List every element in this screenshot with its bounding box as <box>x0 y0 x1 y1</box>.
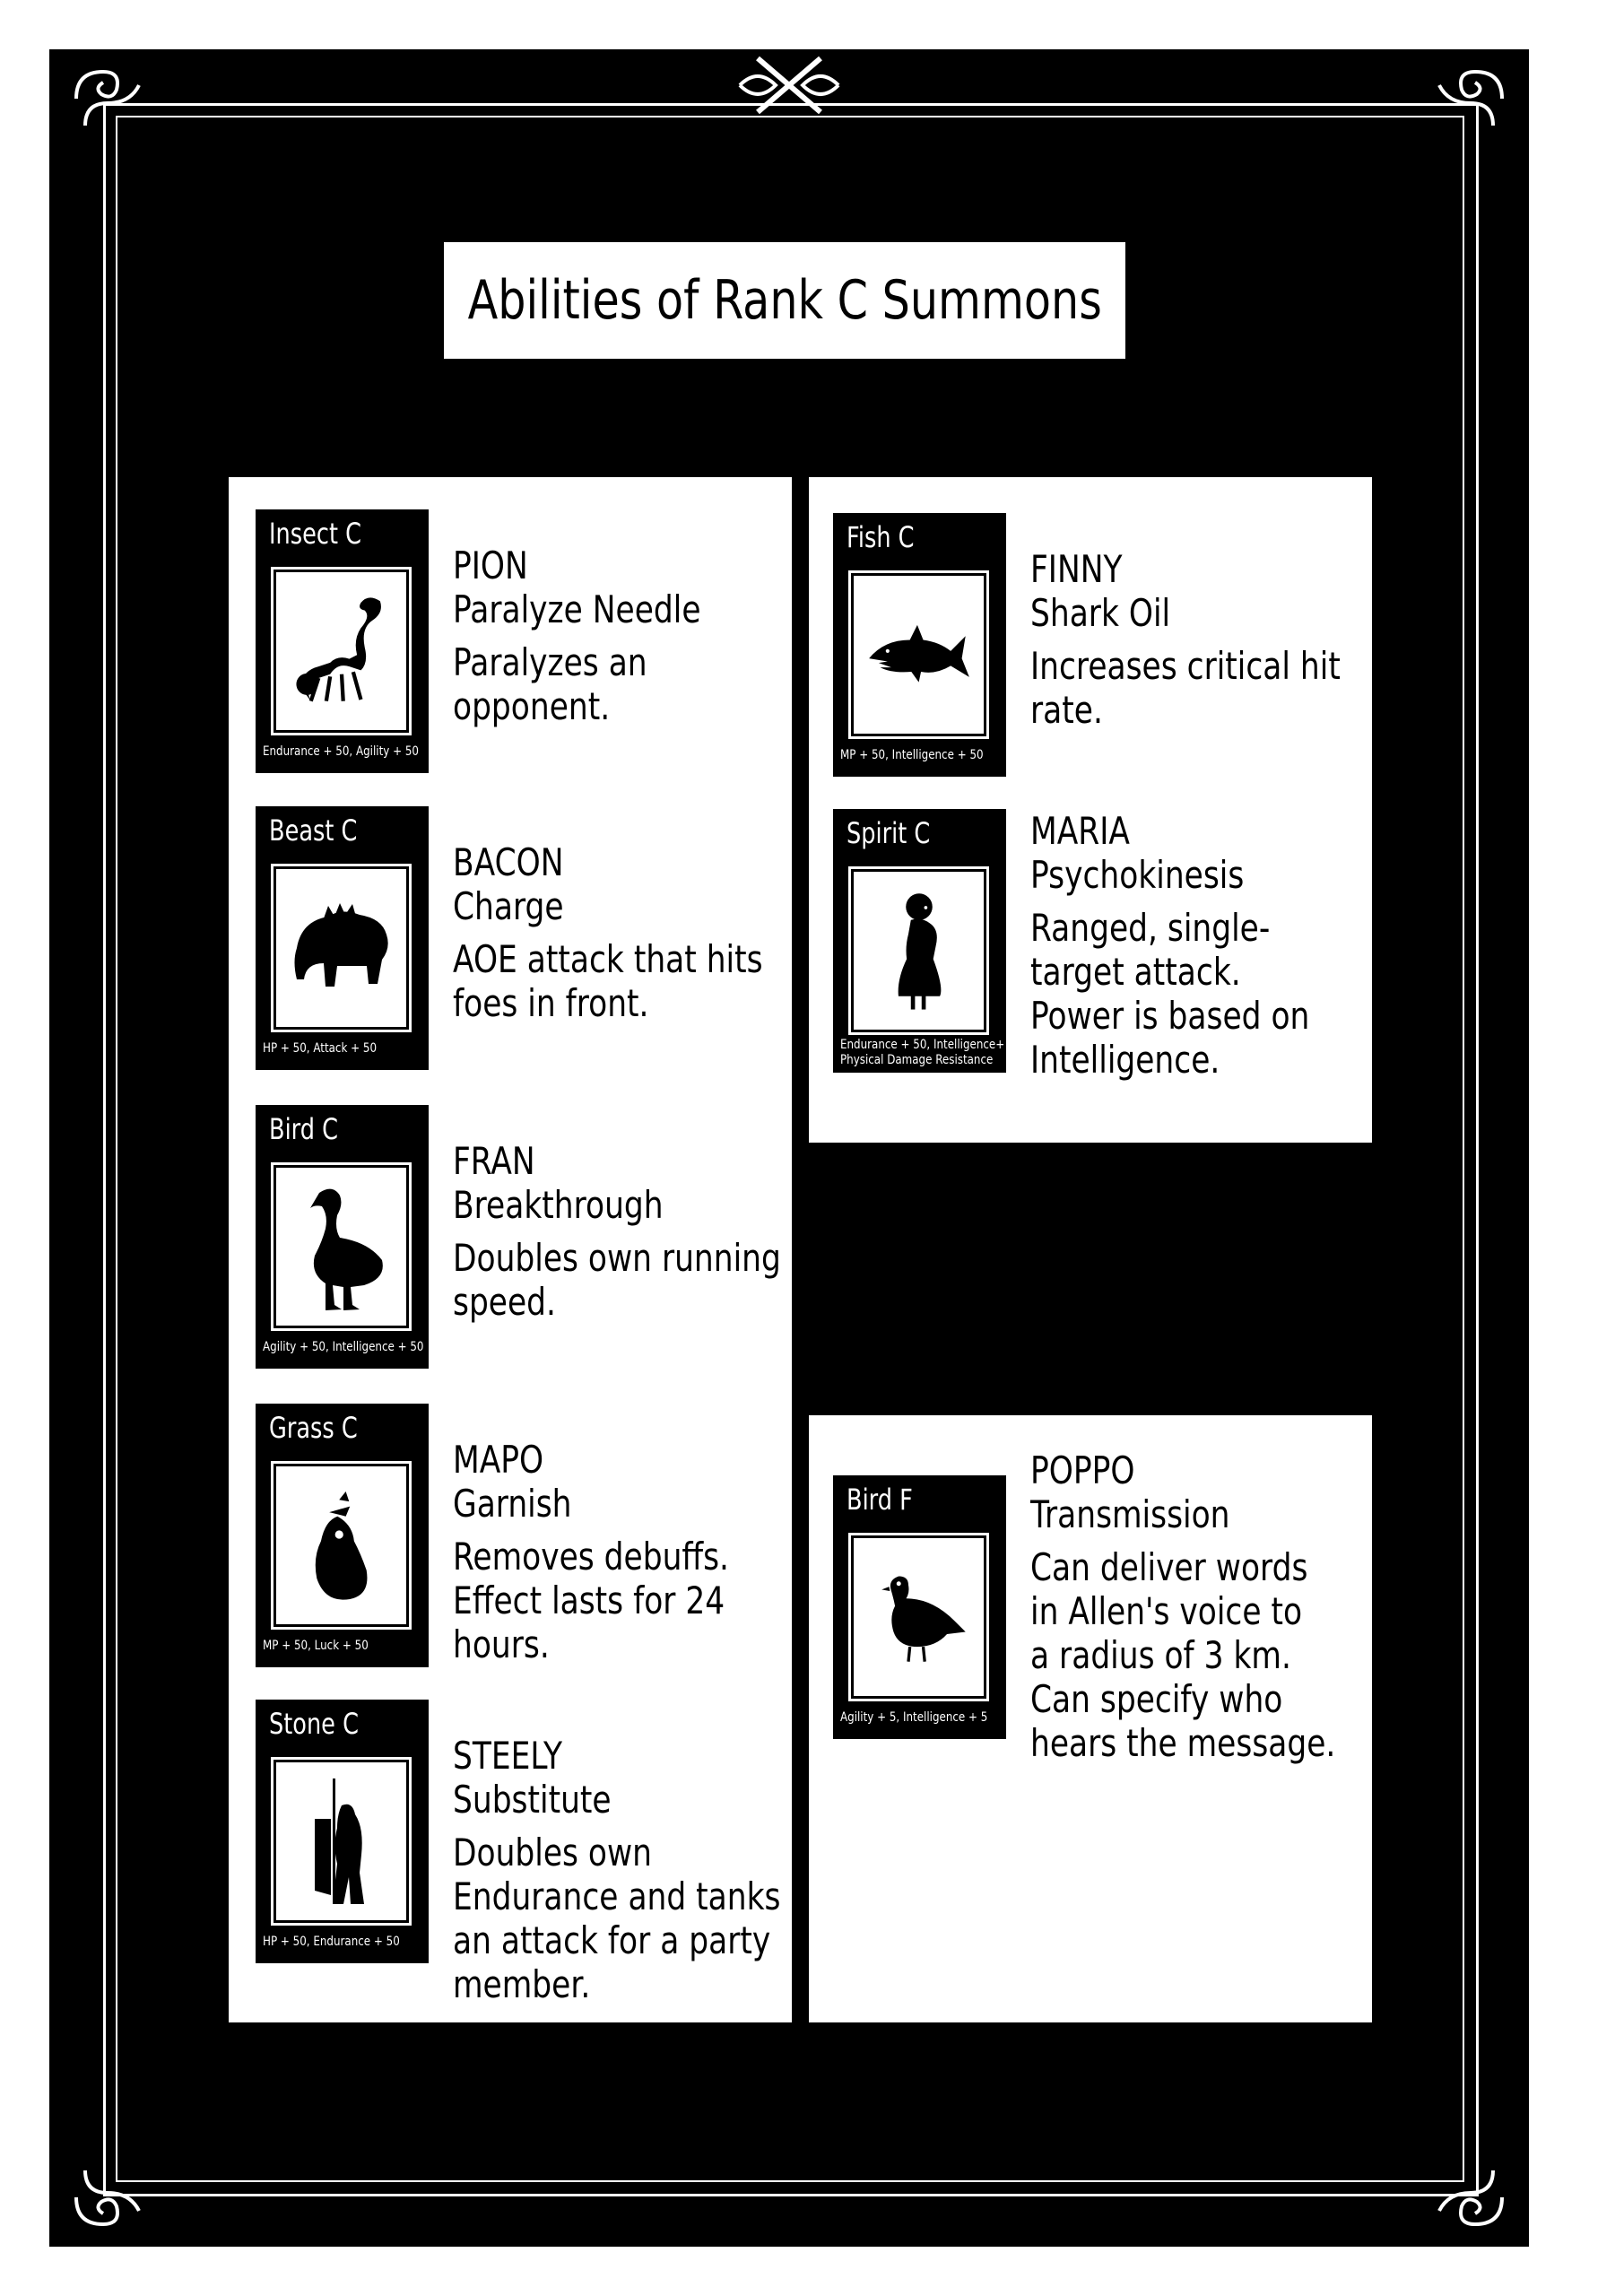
skill-name: Substitute <box>453 1778 612 1822</box>
card-stats <box>840 1038 1025 1068</box>
card-stats: Agility + 5, Intelligence + 5 <box>840 1710 988 1725</box>
card-category: Fish C <box>847 520 915 554</box>
summon-card <box>833 809 1025 1073</box>
summon-card <box>833 513 1006 777</box>
skill-name: Garnish <box>453 1482 572 1526</box>
skill-description: member. <box>453 1962 591 2006</box>
scorpion-icon <box>288 584 395 718</box>
skill-description: Effect lasts for 24 <box>453 1578 725 1622</box>
corner-ornament-icon <box>1421 2161 1511 2233</box>
skill-description: Increases critical hit <box>1030 644 1341 688</box>
skill-description: hears the message. <box>1030 1721 1336 1765</box>
summon-name: STEELY <box>453 1734 563 1778</box>
card-stats: HP + 50, Attack + 50 <box>263 1041 378 1056</box>
skill-description: an attack for a party <box>453 1918 771 1962</box>
corner-ornament-icon <box>1421 63 1511 135</box>
card-image-frame <box>848 1533 989 1701</box>
summon-name: MARIA <box>1030 809 1130 853</box>
skill-description: Power is based on <box>1030 994 1310 1038</box>
right-panel <box>809 477 1372 1143</box>
card-category: Beast C <box>269 813 358 848</box>
skill-description: Endurance and tanks <box>453 1874 781 1918</box>
card-image-frame <box>848 866 989 1035</box>
summon-card <box>256 1105 429 1369</box>
skill-description: Ranged, single- <box>1030 906 1271 950</box>
summon-name: MAPO <box>453 1438 544 1482</box>
summon-card <box>256 1404 429 1667</box>
skill-name: Breakthrough <box>453 1183 664 1227</box>
card-stats-line: Physical Damage Resistance <box>840 1053 994 1067</box>
eggplant-icon <box>288 1478 395 1613</box>
card-image-frame <box>271 1757 412 1926</box>
corner-ornament-icon <box>67 63 157 135</box>
pigeon-icon <box>865 1550 973 1684</box>
summon-card <box>256 509 429 773</box>
summon-name: FRAN <box>453 1139 535 1183</box>
extra-panel <box>809 1415 1372 2022</box>
summon-card <box>833 1475 1006 1739</box>
title-banner <box>444 242 1125 359</box>
summon-name: POPPO <box>1030 1448 1135 1492</box>
top-ornament-icon <box>731 49 847 121</box>
card-stats: Endurance + 50, Agility + 50 <box>263 744 419 759</box>
girl-spirit-icon <box>865 883 973 1018</box>
skill-description: Intelligence. <box>1030 1038 1220 1082</box>
skill-description: Doubles own <box>453 1831 653 1874</box>
card-category: Insect C <box>269 517 361 551</box>
card-category: Bird C <box>269 1112 339 1146</box>
skill-description: target attack. <box>1030 950 1241 994</box>
skill-description: Can deliver words <box>1030 1545 1308 1589</box>
card-category: Bird F <box>847 1483 913 1517</box>
skill-description: in Allen's voice to <box>1030 1589 1303 1633</box>
skill-name: Shark Oil <box>1030 591 1171 635</box>
summon-card <box>256 1700 429 1963</box>
skill-description: Paralyzes an <box>453 640 647 684</box>
card-category: Grass C <box>269 1411 358 1445</box>
summon-card <box>256 806 429 1070</box>
corner-ornament-icon <box>67 2161 157 2233</box>
card-stats: HP + 50, Endurance + 50 <box>263 1935 400 1949</box>
skill-description: Doubles own running <box>453 1236 781 1280</box>
skill-description: opponent. <box>453 684 611 728</box>
knight-icon <box>288 1774 395 1909</box>
skill-name: Transmission <box>1030 1492 1230 1536</box>
skill-description: hours. <box>453 1622 550 1666</box>
skill-name: Psychokinesis <box>1030 853 1245 897</box>
card-category: Spirit C <box>847 816 931 850</box>
skill-description: AOE attack that hits <box>453 937 763 981</box>
skill-description: Can specify who <box>1030 1677 1283 1721</box>
skill-description: rate. <box>1030 688 1103 732</box>
card-stats: Agility + 50, Intelligence + 50 <box>263 1340 424 1354</box>
card-image-frame <box>271 1461 412 1630</box>
skill-description: speed. <box>453 1280 556 1324</box>
card-stats-line: Endurance + 50, Intelligence+ 50, <box>840 1038 1025 1052</box>
page-background <box>49 49 1529 2247</box>
boar-icon <box>288 881 395 1015</box>
skill-description: Removes debuffs. <box>453 1535 730 1578</box>
summon-name: BACON <box>453 840 564 884</box>
skill-description: foes in front. <box>453 981 649 1025</box>
card-stats: MP + 50, Luck + 50 <box>263 1639 369 1653</box>
card-image-frame <box>848 570 989 739</box>
skill-description: a radius of 3 km. <box>1030 1633 1291 1677</box>
card-category: Stone C <box>269 1707 359 1741</box>
left-panel <box>229 477 792 2022</box>
skill-name: Charge <box>453 884 564 928</box>
page-title: Abilities of Rank C Summons <box>467 269 1102 332</box>
summon-name: PION <box>453 544 528 587</box>
card-stats: MP + 50, Intelligence + 50 <box>840 748 984 762</box>
shark-icon <box>865 587 973 722</box>
card-image-frame <box>271 567 412 735</box>
skill-name: Paralyze Needle <box>453 587 701 631</box>
card-image-frame <box>271 864 412 1032</box>
summon-name: FINNY <box>1030 547 1123 591</box>
cassowary-icon <box>288 1179 395 1314</box>
card-image-frame <box>271 1162 412 1331</box>
